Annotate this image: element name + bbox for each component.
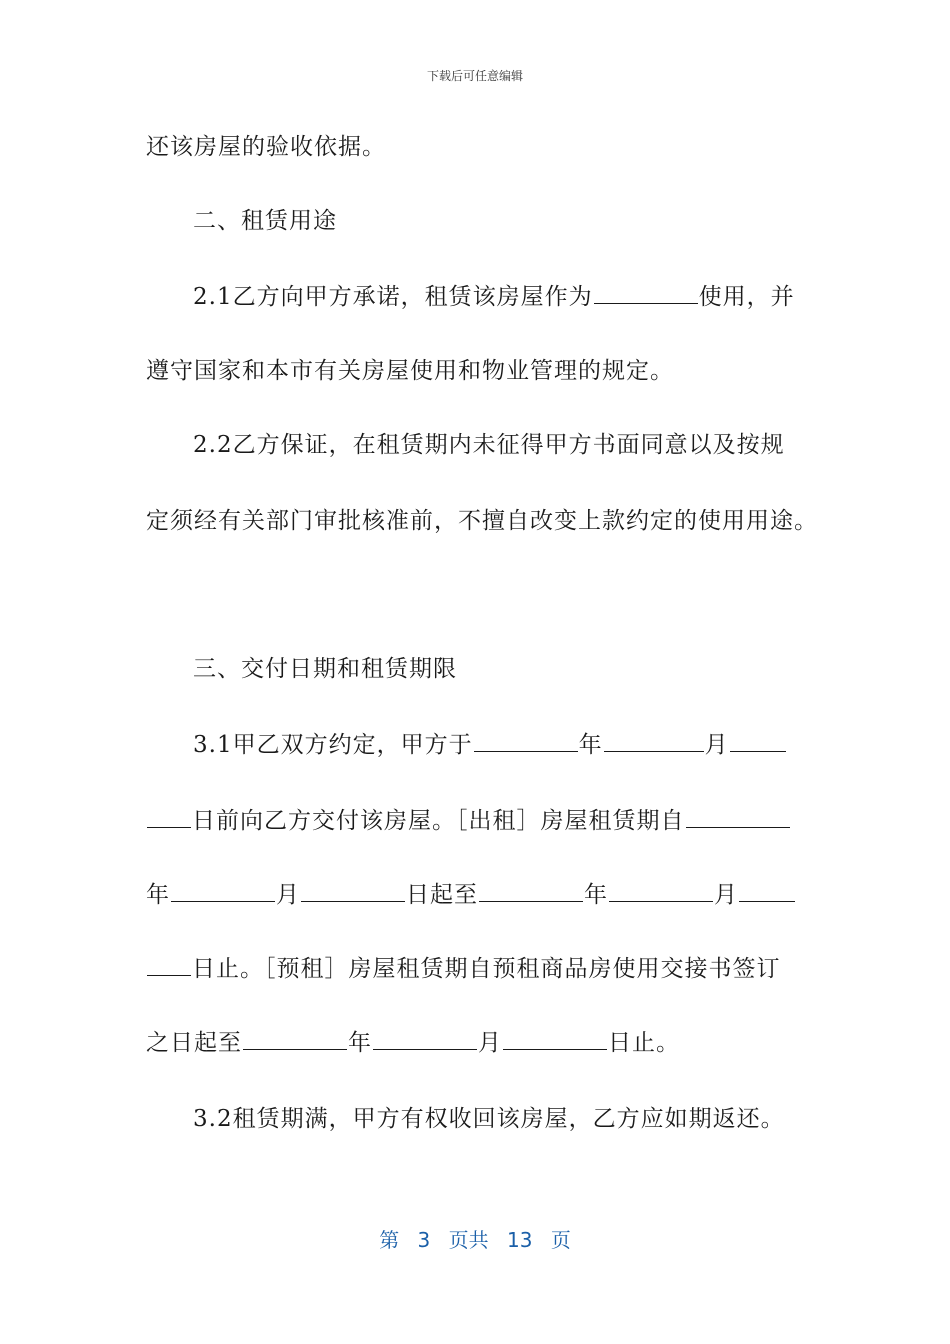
fill-blank-day [147,953,191,976]
paragraph-line [146,879,826,911]
page-current: 3 [417,1228,431,1252]
clause-2-1 [193,281,873,313]
clause-text: 之日起至 [146,1030,242,1056]
page-total: 13 [507,1228,533,1252]
fill-blank-year [479,879,583,902]
paragraph-line: 遵守国家和本市有关房屋使用和物业管理的规定。 [146,358,674,384]
paragraph-line [146,805,826,837]
fill-blank-year [474,729,578,752]
fill-blank-month [171,879,275,902]
fill-blank-month [609,879,713,902]
paragraph-line [146,1027,826,1059]
fill-blank-month [604,729,704,752]
clause-text: 日前向乙方交付该房屋。［出租］房屋租赁期自 [192,808,685,834]
fill-blank-day [730,729,786,752]
page-middle: 页共 [448,1228,489,1252]
clause-text: 3.1甲乙双方约定，甲方于 [193,732,473,758]
clause-text: 2.1乙方向甲方承诺，租赁该房屋作为 [193,284,593,310]
clause-3-2: 3.2租赁期满，甲方有权收回该房屋，乙方应如期返还。 [193,1106,785,1132]
month-label: 月 [714,882,738,908]
section-title: 二、租赁用途 [193,208,337,234]
year-label: 年 [348,1030,372,1056]
clause-text: 使用，并 [698,284,795,310]
clause-3-1 [193,729,873,761]
clause-2-2: 2.2乙方保证，在租赁期内未征得甲方书面同意以及按规 [193,432,785,458]
fill-blank-day [739,879,795,902]
page-suffix: 页 [550,1228,571,1252]
month-label: 月 [276,882,300,908]
fill-blank-year [686,805,790,828]
page-header: 下载后可任意编辑 [426,69,523,83]
clause-text: 日止。 [608,1030,680,1056]
fill-blank-day [147,805,191,828]
fill-blank-year [243,1027,347,1050]
fill-blank-day [301,879,405,902]
section-title: 三、交付日期和租赁期限 [193,656,457,682]
year-label: 年 [584,882,608,908]
month-label: 月 [704,732,729,758]
year-label: 年 [578,732,603,758]
fill-blank-month [373,1027,477,1050]
month-label: 月 [478,1030,502,1056]
page-footer [0,1224,950,1253]
clause-text: 日起至 [406,882,478,908]
paragraph-line: 还该房屋的验收依据。 [146,134,386,160]
clause-text: 日止。［预租］房屋租赁期自预租商品房使用交接书签订 [192,956,781,982]
paragraph-line: 定须经有关部门审批核准前，不擅自改变上款约定的使用用途。 [146,508,818,534]
fill-blank-usage [594,281,698,304]
fill-blank-day [503,1027,607,1050]
page-prefix: 第 [379,1228,400,1252]
paragraph-line [146,953,826,985]
year-label: 年 [146,882,170,908]
